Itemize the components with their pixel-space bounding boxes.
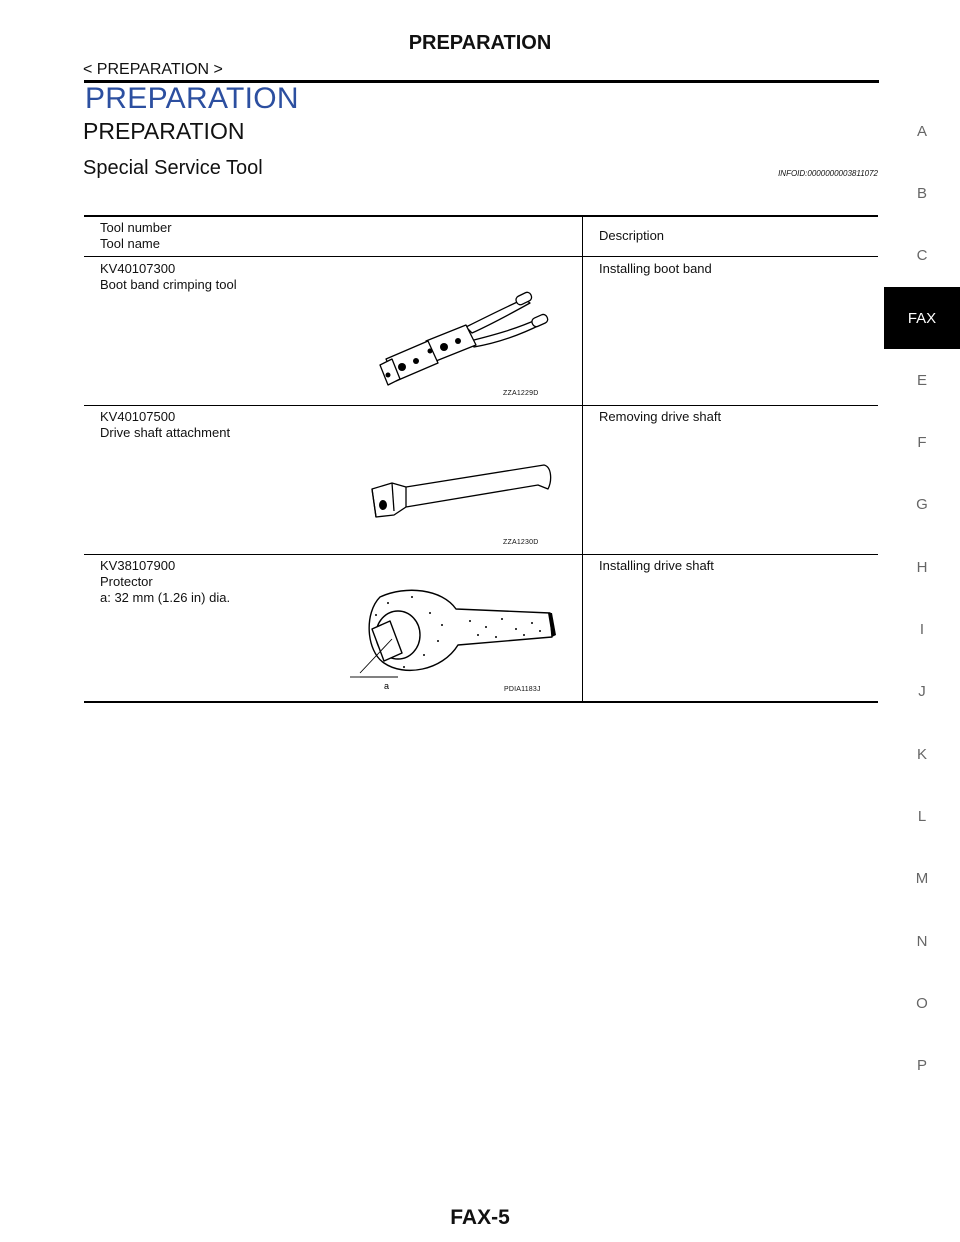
figure-label: ZZA1230D: [503, 539, 539, 546]
index-tab-a[interactable]: A: [916, 122, 927, 140]
index-tab-p[interactable]: P: [916, 1057, 927, 1075]
index-tab-c[interactable]: C: [916, 247, 928, 265]
dimension-label: a: [384, 681, 390, 691]
index-tab-n[interactable]: N: [916, 932, 928, 950]
boot-band-crimping-tool-icon: [366, 289, 556, 389]
index-tab-o[interactable]: O: [916, 994, 928, 1012]
page-number: FAX-5: [450, 1206, 510, 1229]
tool-description: Removing drive shaft: [599, 409, 722, 424]
index-tab-f[interactable]: F: [917, 434, 927, 452]
tool-number-name: KV40107300 Boot band crimping tool: [100, 261, 237, 292]
tool-description: Installing drive shaft: [599, 558, 714, 573]
section-heading: Special Service Tool: [83, 157, 263, 179]
index-tab-m[interactable]: M: [915, 870, 929, 888]
section-index-tabs: [884, 100, 960, 1097]
tool-number-name: KV40107500 Drive shaft attachment: [100, 409, 231, 440]
info-id: INFOID:0000000003811072: [778, 169, 878, 178]
page-header-title: PREPARATION: [408, 32, 552, 54]
table-top-rule: [84, 215, 878, 217]
index-tab-g[interactable]: G: [916, 496, 928, 514]
table-row-rule: [84, 554, 878, 555]
index-tab-h[interactable]: H: [916, 558, 928, 576]
index-tab-fax[interactable]: FAX: [884, 287, 960, 349]
tool-number-name: KV38107900 Protector a: 32 mm (1.26 in) dia.: [100, 558, 231, 605]
index-tab-e[interactable]: E: [916, 371, 927, 389]
breadcrumb: < PREPARATION >: [83, 61, 223, 78]
section-subtitle: PREPARATION: [83, 118, 245, 144]
index-tab-i[interactable]: I: [919, 621, 925, 639]
index-tab-k[interactable]: K: [916, 745, 927, 763]
header-tool-number: Tool number Tool name: [100, 220, 172, 251]
special-service-tool-table: [84, 215, 878, 703]
table-row-rule: [84, 405, 878, 406]
table-header-rule: [84, 256, 878, 257]
figure-label: PDIA1183J: [504, 686, 541, 693]
figure-label: ZZA1229D: [503, 390, 539, 397]
section-title: PREPARATION: [85, 82, 299, 115]
header-description: Description: [599, 228, 665, 243]
index-tab-b[interactable]: B: [916, 184, 927, 202]
table-column-divider: [582, 215, 583, 703]
drive-shaft-attachment-icon: [366, 459, 556, 529]
table-bottom-rule: [84, 701, 878, 703]
tool-description: Installing boot band: [599, 261, 712, 276]
index-tab-l[interactable]: L: [917, 807, 927, 825]
index-tab-j[interactable]: J: [918, 683, 926, 701]
